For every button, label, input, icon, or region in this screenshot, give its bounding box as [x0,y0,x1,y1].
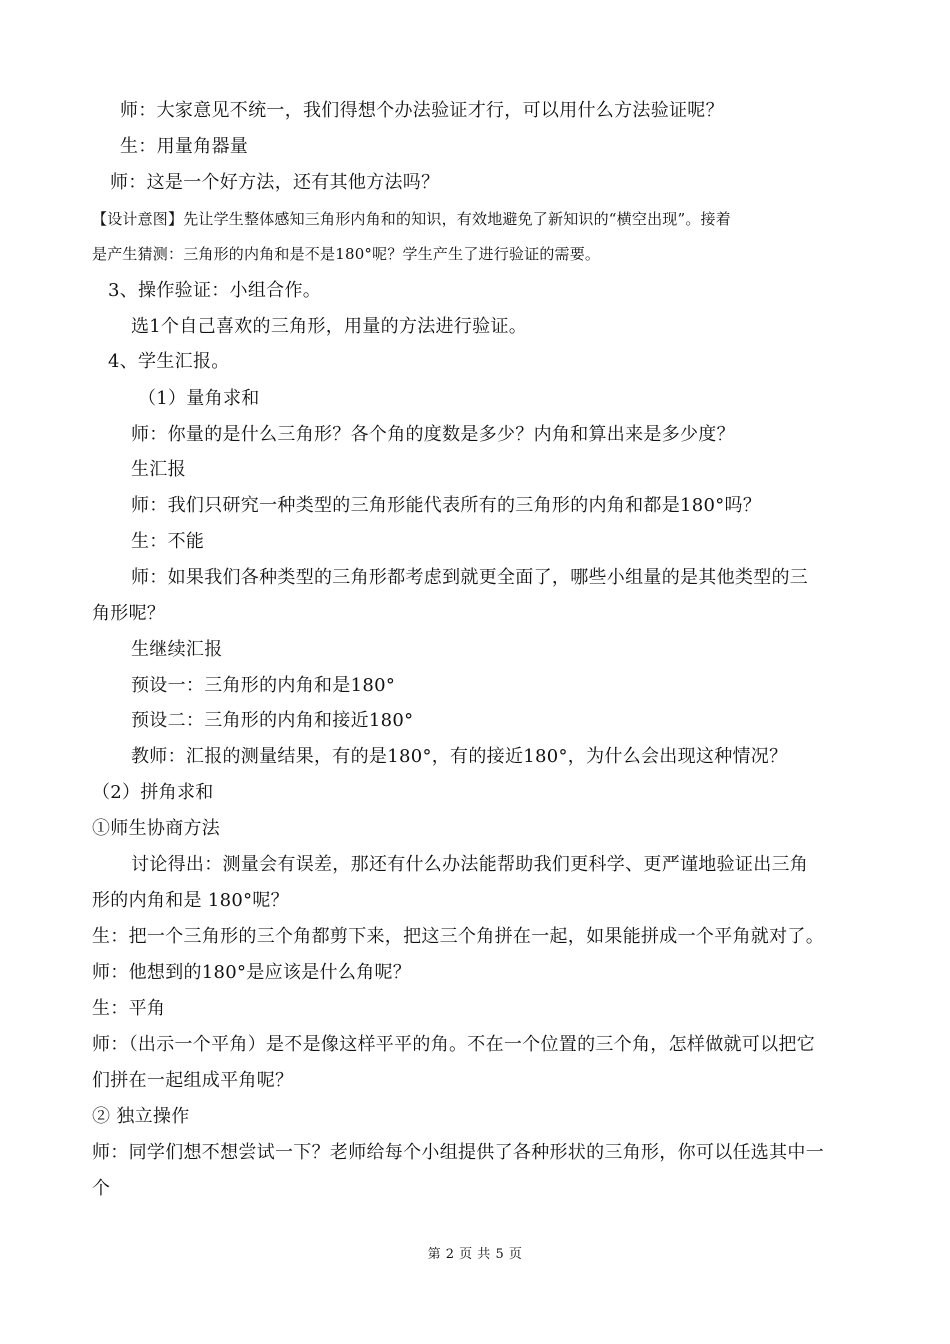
text-line: 师：（出示一个平角）是不是像这样平平的角。不在一个位置的三个角，怎样做就可以把它 [92,1034,815,1055]
text-line: 选1个自己喜欢的三角形，用量的方法进行验证。 [131,316,528,337]
text-line: 师：我们只研究一种类型的三角形能代表所有的三角形的内角和都是180°吗？ [131,495,762,516]
text-line: 师：大家意见不统一，我们得想个办法验证才行，可以用什么方法验证呢？ [120,100,724,121]
text-line: 讨论得出：测量会有误差，那还有什么办法能帮助我们更科学、更严谨地验证出三角 [131,854,809,875]
text-line: 生：把一个三角形的三个角都剪下来，把这三个角拼在一起，如果能拼成一个平角就对了。 [92,926,824,947]
text-line: 师：如果我们各种类型的三角形都考虑到就更全面了，哪些小组量的是其他类型的三 [131,567,809,588]
step-heading: ② 独立操作 [92,1106,190,1127]
text-line: 生继续汇报 [131,639,223,660]
text-line: 师：这是一个好方法，还有其他方法吗？ [110,172,440,193]
subsection-heading: （1）量角求和 [138,388,260,409]
text-line: 师：你量的是什么三角形？各个角的度数是多少？内角和算出来是多少度？ [131,424,735,445]
page-footer: 第 2 页 共 5 页 [427,1247,523,1262]
text-line: 们拼在一起组成平角呢？ [92,1070,294,1091]
text-line: 师：他想到的180°是应该是什么角呢？ [92,962,412,983]
text-line: 生：不能 [131,531,205,552]
design-intent-line: 【设计意图】先让学生整体感知三角形内角和的知识，有效地避免了新知识的“横空出现”。接着 [92,210,731,228]
text-line: 形的内角和是 180°呢？ [92,890,289,911]
step-heading: ①师生协商方法 [92,818,221,839]
section-heading: 3、操作验证：小组合作。 [108,280,322,301]
section-heading: 4、学生汇报。 [108,351,230,372]
text-line: 预设一：三角形的内角和是180° [131,675,396,696]
text-line: 生汇报 [131,459,186,480]
text-line: 角形呢？ [92,603,166,624]
text-line: 预设二：三角形的内角和接近180° [131,710,414,731]
text-line: 生：用量角器量 [120,136,249,157]
subsection-heading: （2）拼角求和 [92,782,214,803]
text-line: 生：平角 [92,998,166,1019]
text-line: 教师：汇报的测量结果，有的是180°，有的接近180°，为什么会出现这种情况？ [131,746,788,767]
text-line: 师：同学们想不想尝试一下？老师给每个小组提供了各种形状的三角形，你可以任选其中一 [92,1142,824,1163]
design-intent-line: 是产生猜测：三角形的内角和是不是180°呢？学生产生了进行验证的需要。 [92,245,601,263]
text-line: 个 [92,1178,111,1199]
